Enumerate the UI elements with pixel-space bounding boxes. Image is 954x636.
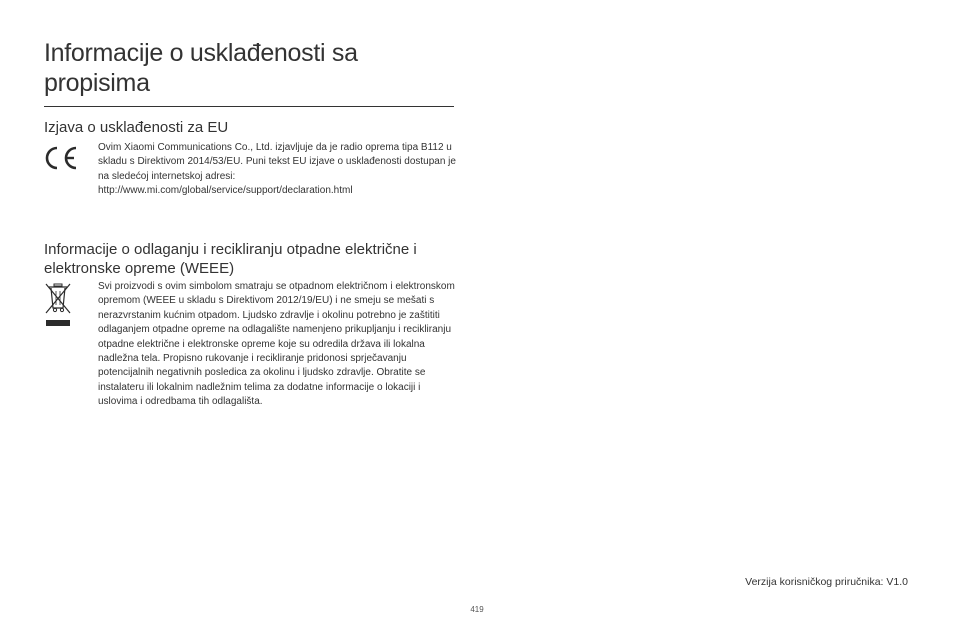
manual-version: Verzija korisničkog priručnika: V1.0 bbox=[745, 576, 908, 588]
ce-mark-icon bbox=[44, 145, 78, 171]
weee-heading: Informacije o odlaganju i recikliranju otpadne električne i elektronske opreme (WEEE) bbox=[44, 241, 417, 277]
crossed-bin-icon bbox=[44, 282, 72, 328]
page-title: Informacije o usklađenosti sa propisima bbox=[44, 39, 358, 97]
title-divider bbox=[44, 106, 454, 107]
eu-declaration-heading: Izjava o usklađenosti za EU bbox=[44, 119, 229, 136]
page-number: 419 bbox=[470, 605, 484, 614]
weee-text: Svi proizvodi s ovim simbolom smatraju se otpadnom električnom i elektronskom opremom (WEEE u skladu s Direktivom 2012/19/EU) i ne smeju se mešati s nerazvrstanim kućnim otpadom. Ljudsko zdravlje i okolinu potrebno je zaštititi odlaganjem otpadne opreme na odlagalište namenjeno prikupljanju i recikliranju otpadne električne i elektronske opreme koje su odredila država ili lokalna nadležna tela. Propisno rukovanje i recikliranje pridonosi sprječavanju potencijalnih negativnih posledica za okolinu i ljudsko zdravlje. Obratite se instalateru ili lokalnim nadležnim telima za dodatne informacije o lokaciji i uslovima i odredbama tih odlagališta. bbox=[98, 281, 455, 408]
eu-declaration-text: Ovim Xiaomi Communications Co., Ltd. izjavljuje da je radio oprema tipa B112 u skladu s Direktivom 2014/53/EU. Puni tekst EU izjave o usklađenosti dostupan je na sledećoj internetskoj adresi: http://www.mi.com/global/service/support/declaration.html bbox=[98, 142, 456, 197]
